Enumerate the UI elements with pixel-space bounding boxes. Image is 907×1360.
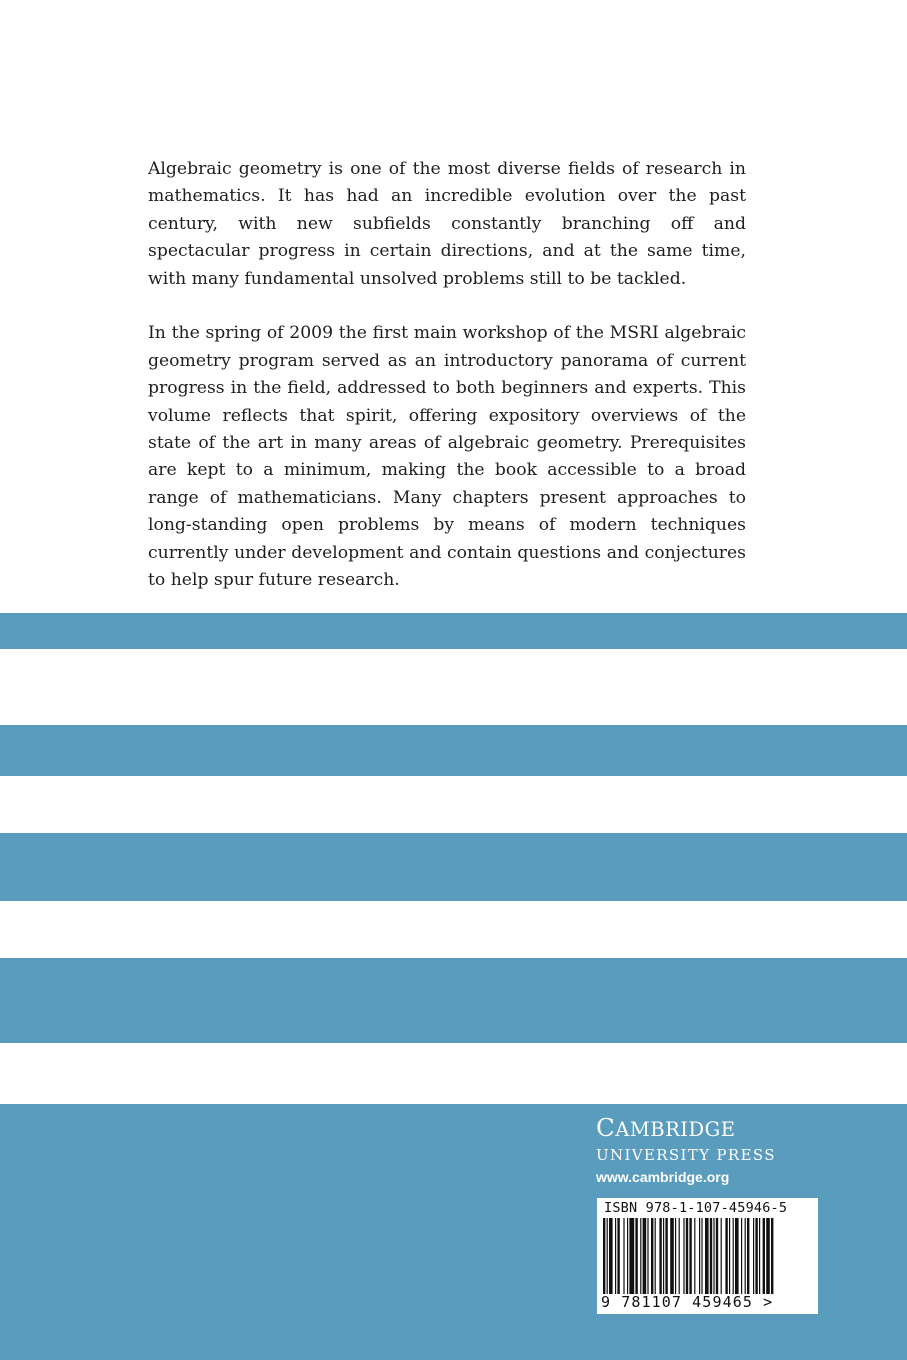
isbn-label: ISBN 978-1-107-45946-5 [604,1200,788,1216]
logo-rest: AMBRIDGE [615,1118,736,1141]
decorative-band-2 [0,725,907,776]
publisher-website: www.cambridge.org [596,1169,730,1185]
blurb-paragraph-2: In the spring of 2009 the first main workshop of the MSRI algebraic geometry program served as an introductory panorama of current progress in the field, addressed to both beginners and experts. This volume reflects that spirit, offering expository overviews of the state of the art in many areas of algebraic geometry. Prerequisites are kept to a minimum, making the book accessible to a broad range of mathematicians. Many chapters present approaches to long-standing open problems by means of modern techniques currently under development and contain questions and conjectures to help spur future research. [148,323,746,591]
decorative-band-1 [0,613,907,649]
blurb-paragraph-1: Algebraic geometry is one of the most diverse fields of research in mathematics. It has had an incredible evolution over the past century, with new subfields constantly branching off and spectacular progress in certain directions, and at the same time, with many fundamental unsolved problems still to be tackled. [148,159,746,289]
publisher-logo [596,1113,818,1145]
barcode-icon [603,1218,813,1294]
barcode-digits: 9 781107 459465 > [601,1293,774,1311]
back-cover-blurb [148,156,746,594]
decorative-band-4 [0,958,907,1043]
decorative-band-3 [0,833,907,901]
logo-initial: C [596,1113,616,1142]
barcode-box [597,1198,818,1314]
publisher-subtitle: UNIVERSITY PRESS [596,1146,776,1164]
publisher-block [596,1113,818,1185]
